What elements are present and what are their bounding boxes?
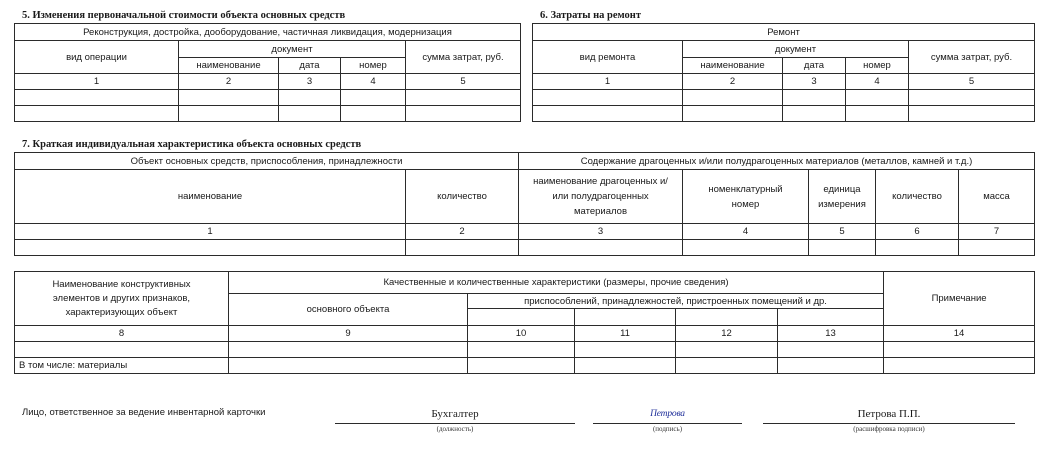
blank-cell <box>846 90 909 106</box>
s7-col-accessories: приспособлений, принадлежностей, пристроенных помещений и др. <box>468 294 884 309</box>
blank-cell <box>279 106 341 122</box>
blank-cell <box>575 309 676 326</box>
s6-col-doc-date: дата <box>783 58 846 74</box>
table-header-row <box>15 153 1035 170</box>
blank-cell <box>519 240 683 256</box>
blank-cell <box>15 106 179 122</box>
s7-characteristics-header: Качественные и количественные характеристики (размеры, прочие сведения) <box>229 272 884 294</box>
blank-cell <box>15 90 179 106</box>
blank-cell <box>683 240 809 256</box>
table-row <box>15 90 521 106</box>
blank-cell <box>783 106 846 122</box>
blank-cell <box>909 106 1035 122</box>
s7-precious-header: Содержание драгоценных и/или полудрагоценных материалов (металлов, камней и т.д.) <box>519 153 1035 170</box>
blank-cell <box>279 90 341 106</box>
blank-cell <box>468 358 575 374</box>
section7-characteristics-table <box>14 271 1035 374</box>
s7-col-quantity: количество <box>406 170 519 224</box>
s6-group-header: Ремонт <box>533 24 1035 41</box>
blank-cell <box>575 358 676 374</box>
blank-cell <box>406 90 521 106</box>
s7-column-number: 14 <box>884 326 1035 342</box>
s7-col-note: Примечание <box>884 272 1035 326</box>
position-field <box>335 406 575 434</box>
blank-cell <box>468 342 575 358</box>
blank-cell <box>676 342 778 358</box>
column-number-row <box>15 224 1035 240</box>
table-header-row <box>15 170 1035 224</box>
s5-column-number: 1 <box>15 74 179 90</box>
section5-table <box>14 23 521 122</box>
s7-column-number: 1 <box>15 224 406 240</box>
signature-field <box>593 406 742 434</box>
s5-col-operation-type: вид операции <box>15 41 179 74</box>
section6-table <box>532 23 1035 122</box>
s5-col-doc-number: номер <box>341 58 406 74</box>
blank-cell <box>884 358 1035 374</box>
table-header-row <box>15 24 521 41</box>
position-caption: (должность) <box>436 425 474 433</box>
blank-cell <box>179 90 279 106</box>
table-row <box>15 358 1035 374</box>
table-row <box>15 240 1035 256</box>
s5-column-number: 4 <box>341 74 406 90</box>
blank-cell <box>884 342 1035 358</box>
column-number-row <box>15 74 521 90</box>
s5-col-doc-date: дата <box>279 58 341 74</box>
s7-col-main-object: основного объекта <box>229 294 468 326</box>
table-header-row <box>533 41 1035 58</box>
blank-cell <box>468 309 575 326</box>
s5-column-number: 5 <box>406 74 521 90</box>
blank-cell <box>533 106 683 122</box>
table-header-row <box>533 24 1035 41</box>
blank-cell <box>676 358 778 374</box>
blank-cell <box>15 240 406 256</box>
column-number-row <box>15 326 1035 342</box>
blank-cell <box>959 240 1035 256</box>
s7-col-item-number: номенклатурный номер <box>683 170 809 224</box>
s7-object-header: Объект основных средств, приспособления, принадлежности <box>15 153 519 170</box>
s7-column-number: 3 <box>519 224 683 240</box>
blank-cell <box>15 342 229 358</box>
s7-col-elements: Наименование конструктивных элементов и других признаков, характеризующих объект <box>15 272 229 326</box>
blank-cell <box>341 106 406 122</box>
blank-cell <box>406 106 521 122</box>
s7-column-number: 11 <box>575 326 676 342</box>
s7-col-precious-quantity: количество <box>876 170 959 224</box>
s7-col-mass: масса <box>959 170 1035 224</box>
s6-col-doc-number: номер <box>846 58 909 74</box>
section5-title: 5. Изменения первоначальной стоимости объекта основных средств <box>22 10 346 21</box>
position-value: Бухгалтер <box>335 406 575 424</box>
s6-column-number: 3 <box>783 74 846 90</box>
blank-cell <box>229 358 468 374</box>
s6-col-doc-name: наименование <box>683 58 783 74</box>
s6-column-number: 1 <box>533 74 683 90</box>
s7-column-number: 6 <box>876 224 959 240</box>
s7-column-number: 7 <box>959 224 1035 240</box>
table-row <box>533 90 1035 106</box>
s7-column-number: 9 <box>229 326 468 342</box>
s6-col-repair-type: вид ремонта <box>533 41 683 74</box>
s6-col-document: документ <box>683 41 909 58</box>
table-row <box>533 106 1035 122</box>
blank-cell <box>533 90 683 106</box>
table-header-row <box>15 41 521 58</box>
blank-cell <box>179 106 279 122</box>
s7-col-unit: единица измерения <box>809 170 876 224</box>
s5-col-cost-sum: сумма затрат, руб. <box>406 41 521 74</box>
blank-cell <box>229 342 468 358</box>
handwritten-signature: Петрова <box>593 406 742 424</box>
s7-column-number: 12 <box>676 326 778 342</box>
responsible-person-label: Лицо, ответственное за ведение инвентарной карточки <box>22 407 266 418</box>
full-name-value: Петрова П.П. <box>763 406 1015 424</box>
blank-cell <box>783 90 846 106</box>
blank-cell <box>909 90 1035 106</box>
blank-cell <box>778 358 884 374</box>
blank-cell <box>676 309 778 326</box>
blank-cell <box>778 309 884 326</box>
s5-group-header: Реконструкция, достройка, дооборудование, частичная ликвидация, модернизация <box>15 24 521 41</box>
s7-column-number: 13 <box>778 326 884 342</box>
table-row <box>15 106 521 122</box>
signature-caption: (подпись) <box>652 425 683 433</box>
blank-cell <box>778 342 884 358</box>
s5-column-number: 3 <box>279 74 341 90</box>
blank-cell <box>876 240 959 256</box>
blank-cell <box>809 240 876 256</box>
section7-title: 7. Краткая индивидуальная характеристика объекта основных средств <box>22 139 362 150</box>
s6-column-number: 5 <box>909 74 1035 90</box>
blank-cell <box>683 106 783 122</box>
s7-column-number: 5 <box>809 224 876 240</box>
s7-column-number: 8 <box>15 326 229 342</box>
blank-cell <box>846 106 909 122</box>
s6-column-number: 2 <box>683 74 783 90</box>
blank-cell <box>575 342 676 358</box>
s7-col-precious-name: наименование драгоценных и/или полудрагоценных материалов <box>519 170 683 224</box>
column-number-row <box>533 74 1035 90</box>
s5-col-doc-name: наименование <box>179 58 279 74</box>
s7-column-number: 4 <box>683 224 809 240</box>
section6-title: 6. Затраты на ремонт <box>540 10 642 21</box>
s6-column-number: 4 <box>846 74 909 90</box>
full-name-caption: (расшифровка подписи) <box>853 425 925 433</box>
s5-col-document: документ <box>179 41 406 58</box>
blank-cell <box>406 240 519 256</box>
section7-object-table <box>14 152 1035 256</box>
s5-column-number: 2 <box>179 74 279 90</box>
s7-materials-row-label: В том числе: материалы <box>15 358 229 374</box>
blank-cell <box>683 90 783 106</box>
table-header-row <box>15 272 1035 294</box>
s6-col-cost-sum: сумма затрат, руб. <box>909 41 1035 74</box>
s7-col-name: наименование <box>15 170 406 224</box>
s7-column-number: 2 <box>406 224 519 240</box>
full-name-field <box>763 406 1015 434</box>
table-row <box>15 342 1035 358</box>
s7-column-number: 10 <box>468 326 575 342</box>
blank-cell <box>341 90 406 106</box>
